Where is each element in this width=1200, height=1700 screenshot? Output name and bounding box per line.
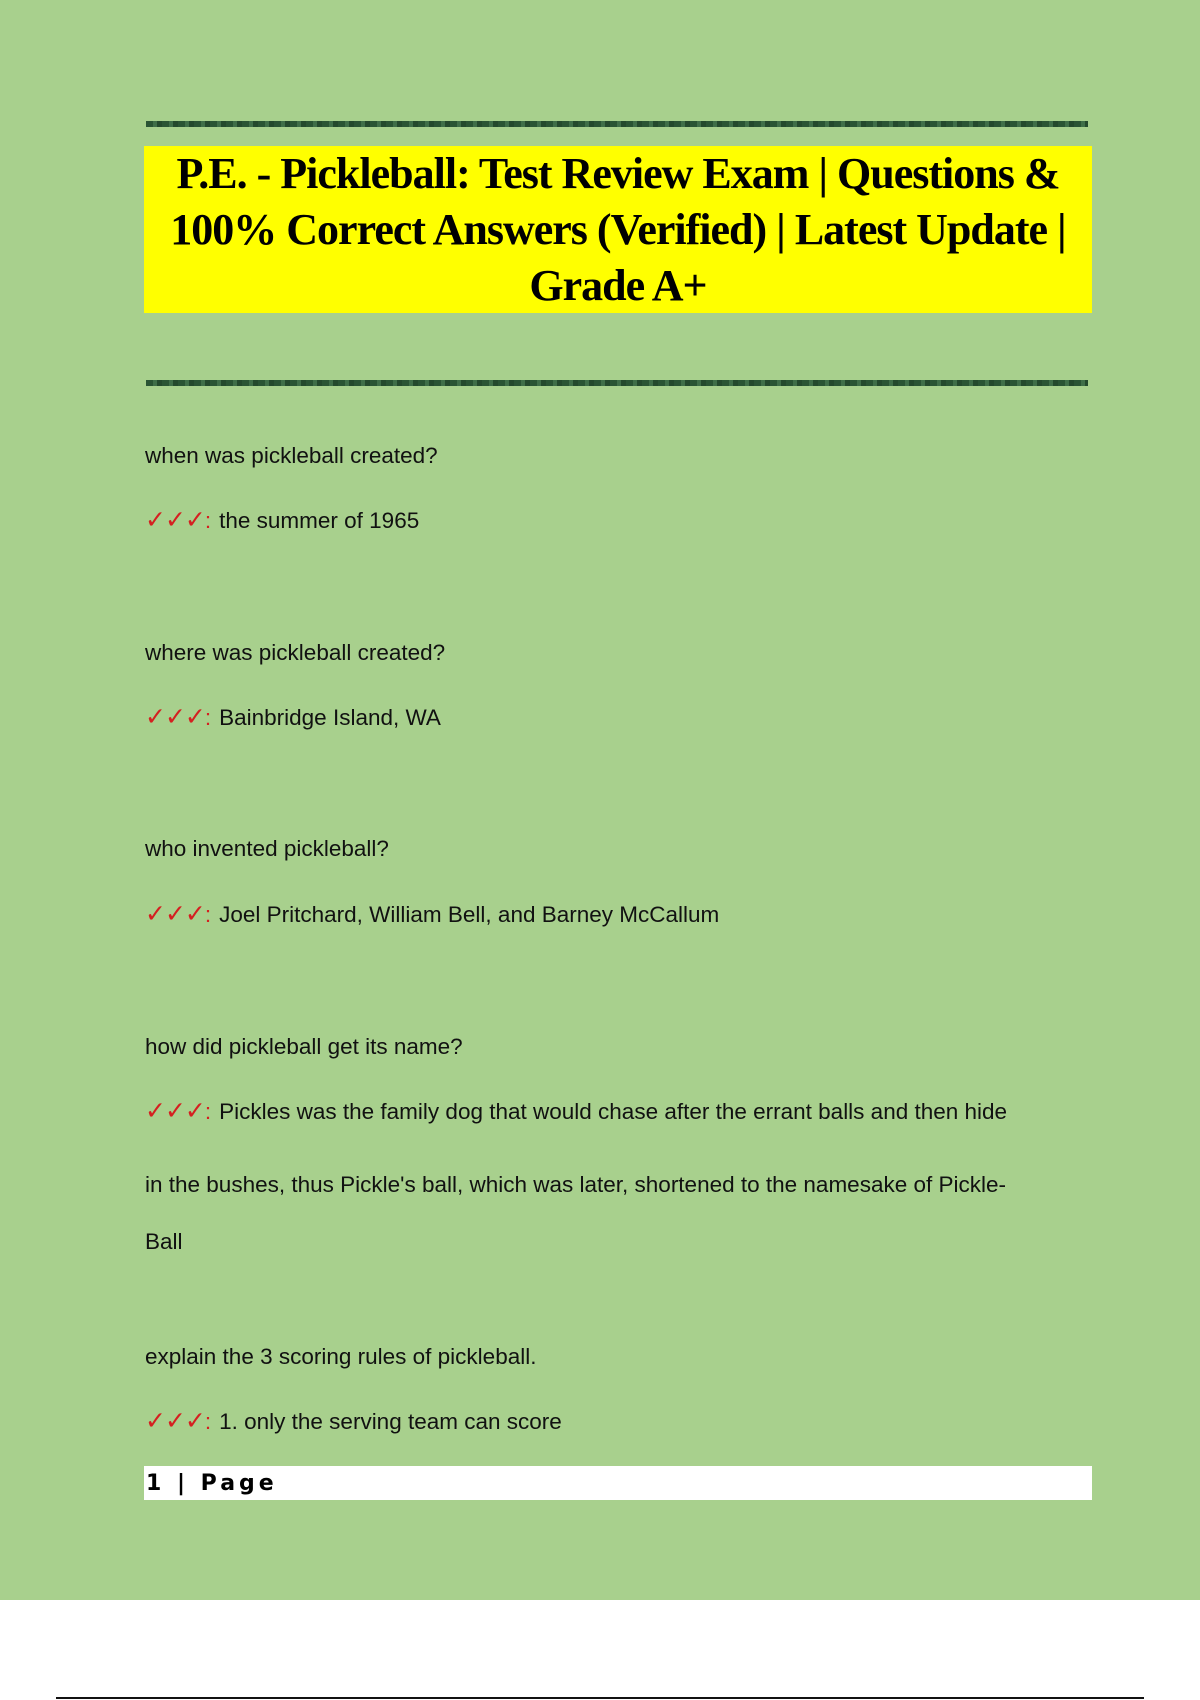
question-4: how did pickleball get its name? xyxy=(145,1034,463,1059)
bottom-decorative-rule xyxy=(146,380,1088,386)
answer-4 xyxy=(145,1096,1007,1125)
check-marks-icon: ✓✓✓ xyxy=(145,899,205,928)
answer-4-line-3: Ball xyxy=(145,1229,183,1254)
check-marks-icon: ✓✓✓ xyxy=(145,702,205,731)
document-title: P.E. - Pickleball: Test Review Exam | Questions & 100% Correct Answers (Verified) | Latest Update | Grade A+ xyxy=(170,148,1066,310)
answer-2-line-1: Bainbridge Island, WA xyxy=(219,705,441,730)
answer-colon: : xyxy=(204,902,212,927)
question-5: explain the 3 scoring rules of pickleball. xyxy=(145,1344,537,1369)
answer-4-line-2: in the bushes, thus Pickle's ball, which was later, shortened to the namesake of Pickle- xyxy=(145,1172,1006,1197)
answer-5 xyxy=(145,1406,562,1435)
page-number: 1 | Page xyxy=(146,1471,278,1496)
answer-5-line-1: 1. only the serving team can score xyxy=(219,1409,562,1434)
answer-4-line-1: Pickles was the family dog that would chase after the errant balls and then hide xyxy=(219,1099,1008,1124)
answer-3-line-1: Joel Pritchard, William Bell, and Barney McCallum xyxy=(219,902,720,927)
check-marks-icon: ✓✓✓ xyxy=(145,505,205,534)
answer-colon: : xyxy=(204,1099,212,1124)
answer-1-line-1: the summer of 1965 xyxy=(219,508,420,533)
page-footer xyxy=(144,1466,1092,1500)
answer-colon: : xyxy=(204,1409,212,1434)
answer-1 xyxy=(145,505,419,534)
question-3: who invented pickleball? xyxy=(145,836,389,861)
answer-colon: : xyxy=(204,705,212,730)
title-highlight xyxy=(144,146,1092,313)
answer-3 xyxy=(145,899,719,928)
page-bottom-divider xyxy=(56,1697,1144,1699)
check-marks-icon: ✓✓✓ xyxy=(145,1096,205,1125)
top-decorative-rule xyxy=(146,121,1088,127)
question-1: when was pickleball created? xyxy=(145,443,438,468)
answer-2 xyxy=(145,702,441,731)
answer-colon: : xyxy=(204,508,212,533)
check-marks-icon: ✓✓✓ xyxy=(145,1406,205,1435)
question-2: where was pickleball created? xyxy=(145,640,446,665)
